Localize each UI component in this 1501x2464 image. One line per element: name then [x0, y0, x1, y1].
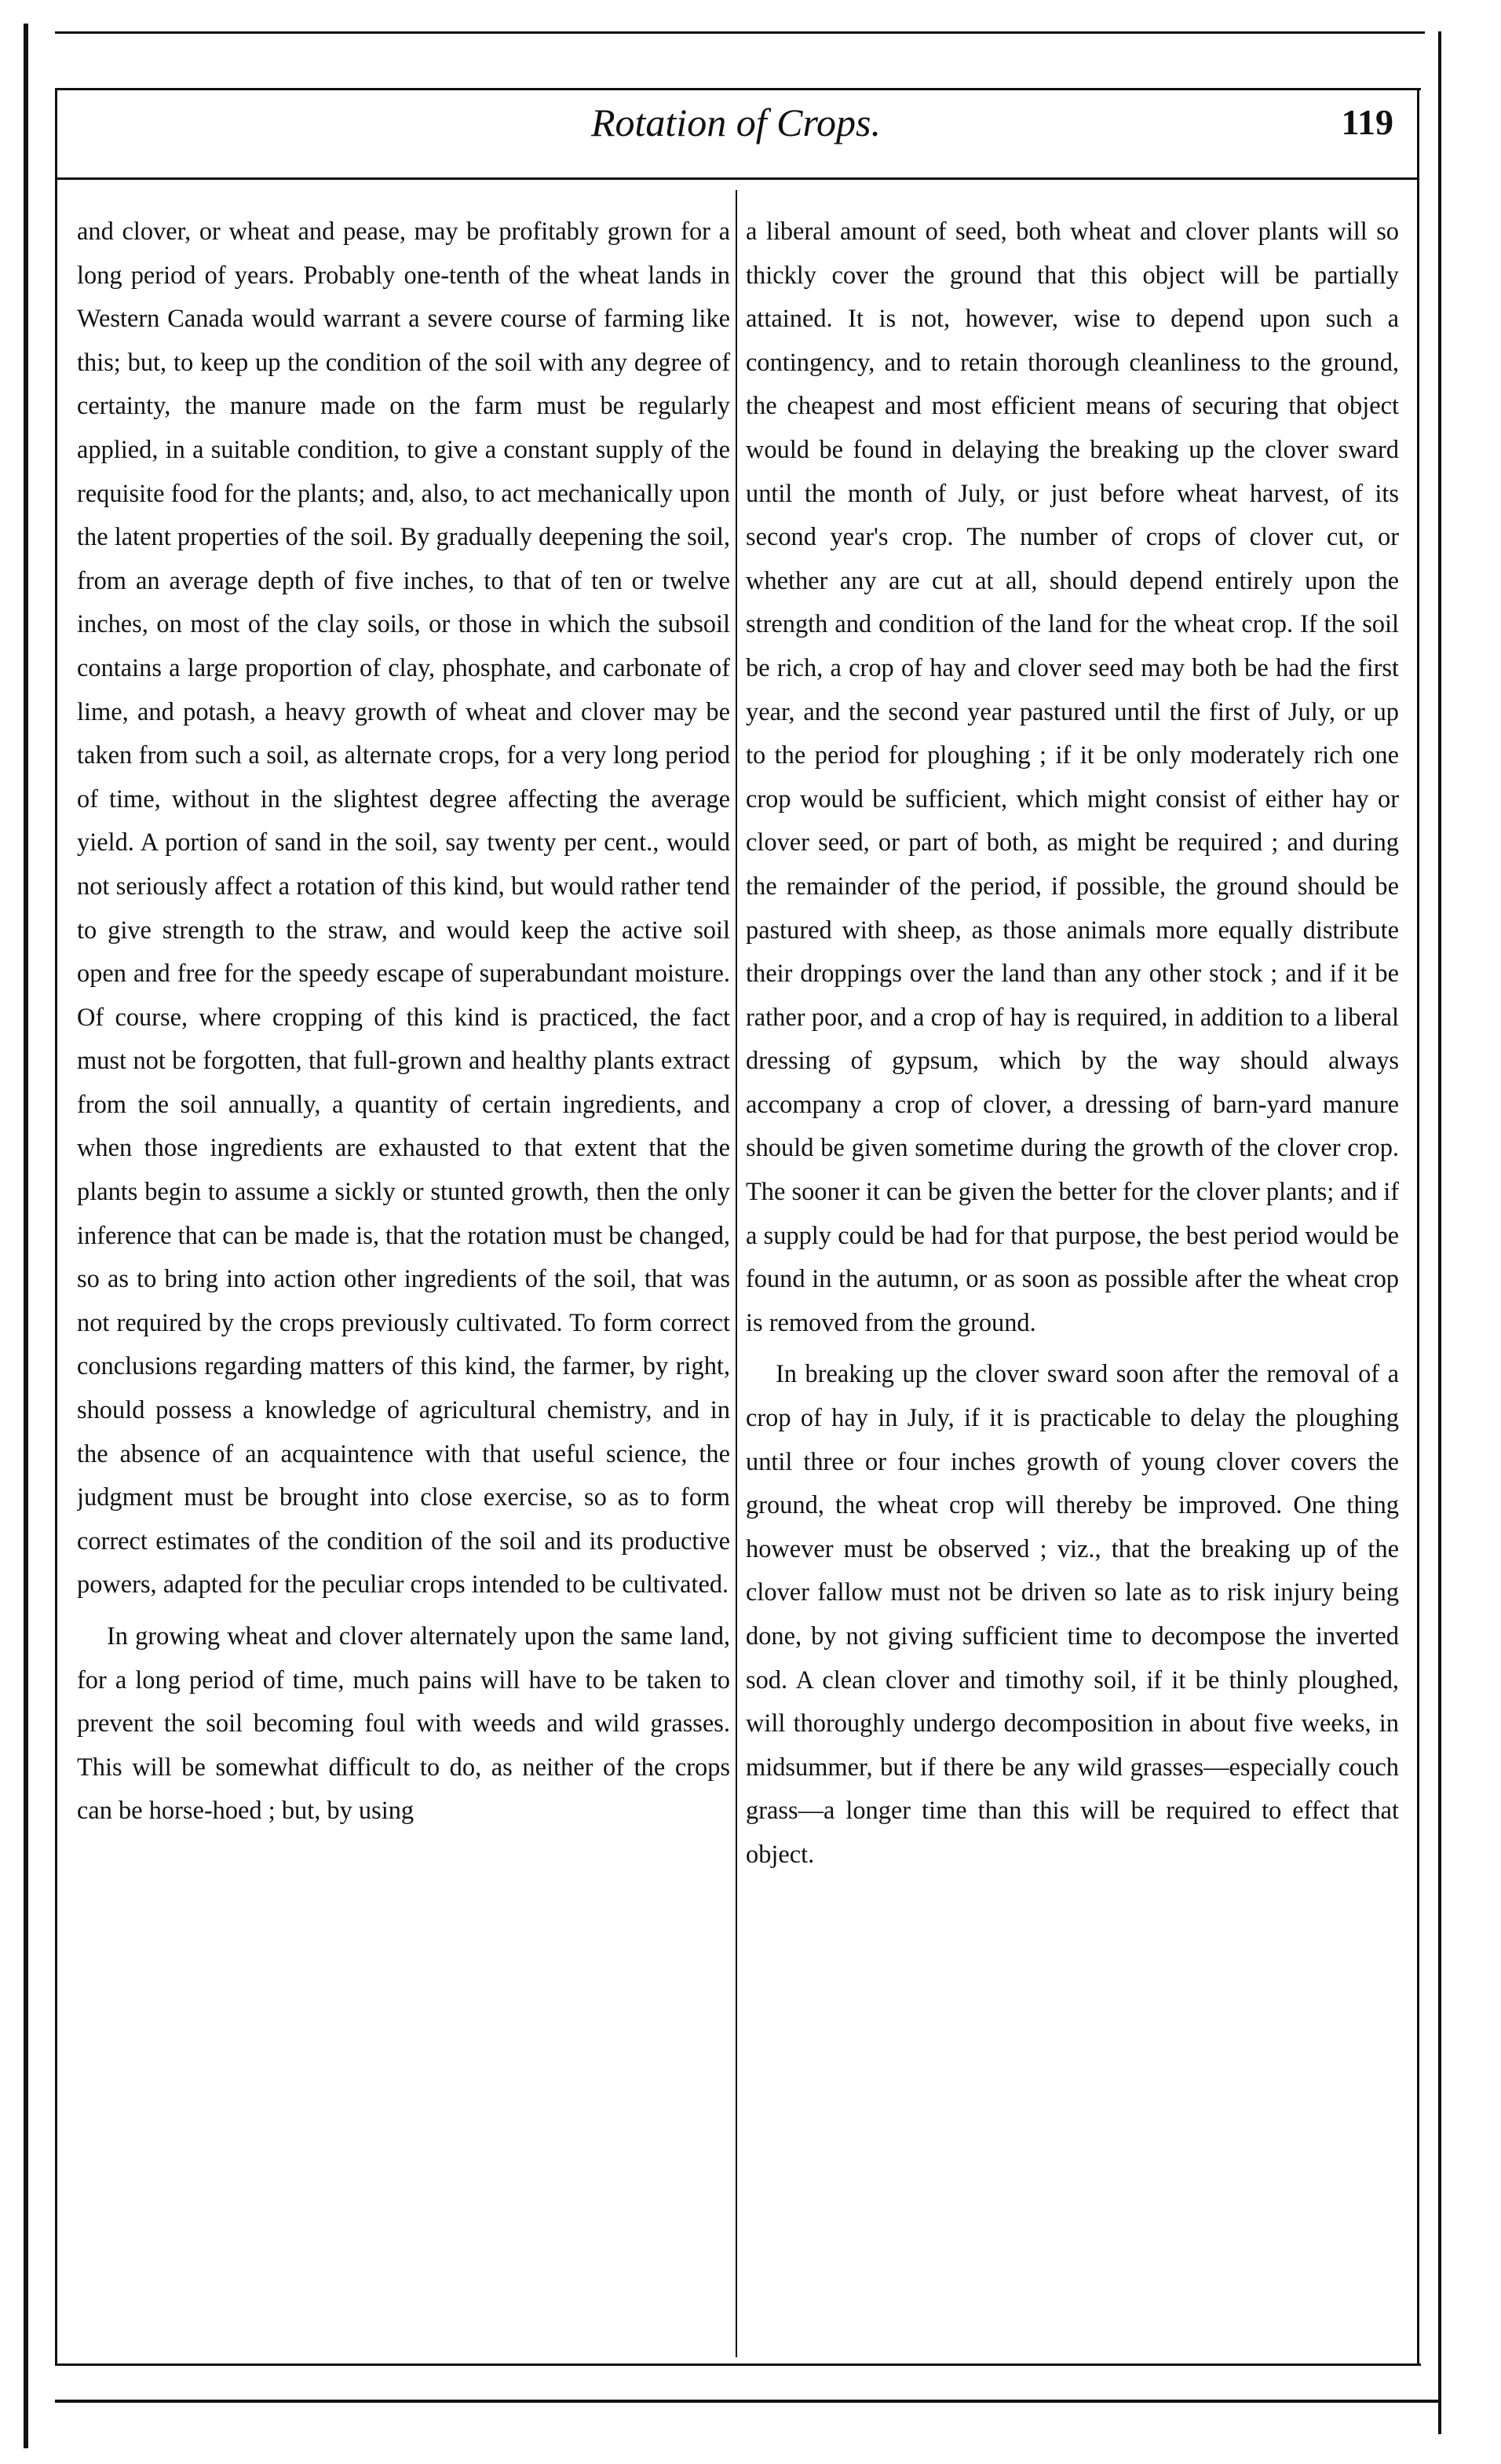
right-paragraph-2: In breaking up the clover sward soon after the removal of a crop of hay in July, if it is practicable to delay the ploughing until three or four inches growth of young clover covers the ground, the wheat crop will thereby be improved. One thing however must be observed ; viz., that the breaking up of the clover fallow must not be driven so late as to risk injury being done, by not giving sufficient time to decompose the inverted sod. A clean clover and timothy soil, if it be thinly ploughed, will thoroughly undergo decomposition in about five weeks, in midsummer, but if there be any wild grasses—especially couch grass—a longer time than this will be required to effect that object.	[746, 1360, 1399, 1869]
running-title: Rotation of Crops.	[590, 101, 882, 144]
frame-bottom-inner-rule	[55, 2363, 1421, 2366]
left-paragraph-1: and clover, or wheat and pease, may be profitably grown for a long period of years. Probably one-tenth of the wheat lands in Western Canada would warrant a severe course of farming like this; but, to keep up the condition of the soil with any degree of certainty, the manure made on the farm must be regularly applied, in a suitable condition, to give a constant supply of the requisite food for the plants; and, also, to act mechanically upon the latent properties of the soil. By gradually deepening the soil, from an average depth of five inches, to that of ten or twelve inches, on most of the clay soils, or those in which the subsoil contains a large proportion of clay, phosphate, and carbonate of lime, and potash, a heavy growth of wheat and clover may be taken from such a soil, as alternate crops, for a very long period of time, without in the slightest degree affecting the average yield. A portion of sand in the soil, say twenty per cent., would not seriously affect a rotation of this kind, but would rather tend to give strength to the straw, and would keep the active soil open and free for the speedy escape of superabundant moisture. Of course, where cropping of this kind is practiced, the fact must not be forgotten, that full-grown and healthy plants extract from the soil annually, a quantity of certain ingredients, and when those ingredients are exhausted to that extent that the plants begin to assume a sickly or stunted growth, then the only inference that can be made is, that the rotation must be changed, so as to bring into action other ingredients of the soil, that was not required by the crops previously cultivated. To form correct conclusions regarding matters of this kind, the farmer, by right, should possess a knowledge of agricultural chemistry, and in the absence of an acquaintence with that useful science, the judgment must be brought into close exercise, so as to form correct estimates of the condition of the soil and its productive powers, adapted for the peculiar crops intended to be cultivated.	[77, 218, 730, 1599]
frame-left-outer-rule	[24, 24, 28, 2448]
page-number: 119	[1341, 102, 1393, 142]
column-divider-rule	[736, 190, 737, 2357]
frame-right-outer-rule	[1438, 31, 1441, 2434]
right-column	[746, 210, 1399, 2346]
right-paragraph-1: a liberal amount of seed, both wheat and clover plants will so thickly cover the ground that this object will be partially attained. It is not, however, wise to depend upon such a contingency, and to retain thorough cleanliness to the ground, the cheapest and most efficient means of securing that object would be found in delaying the breaking up the clover sward until the month of July, or just before wheat harvest, of its second year's crop. The number of crops of clover cut, or whether any are cut at all, should depend entirely upon the strength and condition of the land for the wheat crop. If the soil be rich, a crop of hay and clover seed may both be had the first year, and the second year pastured until the first of July, or up to the period for ploughing ; if it be only moderately rich one crop would be sufficient, which might consist of either hay or clover seed, or part of both, as might be required ; and during the remainder of the period, if possible, the ground should be pastured with sheep, as those animals more equally distribute their droppings over the land than any other stock ; and if it be rather poor, and a crop of hay is required, in addition to a liberal dressing of gypsum, which by the way should always accompany a crop of clover, a dressing of barn-yard manure should be given sometime during the growth of the clover crop. The sooner it can be given the better for the clover plants; and if a supply could be had for that purpose, the best period would be found in the autumn, or as soon as possible after the wheat crop is removed from the ground.	[746, 218, 1399, 1337]
frame-right-inner-rule	[1417, 88, 1419, 2365]
frame-left-inner-rule	[55, 88, 57, 2365]
frame-top-outer-rule	[55, 31, 1425, 34]
header-bottom-rule	[55, 177, 1419, 180]
running-header	[55, 88, 1417, 159]
left-paragraph-2: In growing wheat and clover alternately upon the same land, for a long period of time, much pains will have to be taken to prevent the soil becoming foul with weeds and wild grasses. This will be somewhat difficult to do, as neither of the crops can be horse-hoed ; but, by using	[77, 1622, 730, 1826]
left-column	[77, 210, 730, 2346]
frame-bottom-outer-rule	[55, 2400, 1441, 2403]
